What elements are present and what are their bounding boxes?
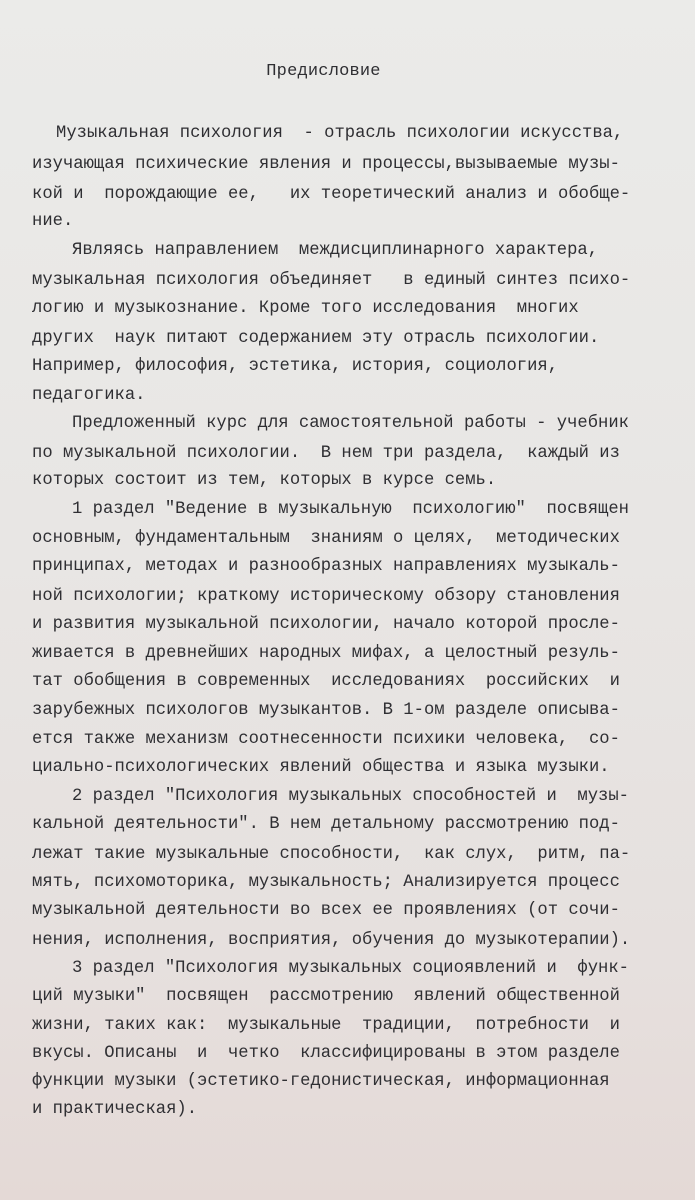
paragraph-4-line-4: ной психологии; краткому историческому обзору становления: [32, 587, 620, 606]
paragraph-5-line-2: кальной деятельности". В нем детальному рассмотрению под-: [32, 815, 620, 834]
paragraph-6-line-3: жизни, таких как: музыкальные традиции, потребности и: [32, 1016, 620, 1035]
paragraph-6-line-5: функции музыки (эстетико-гедонистическая, информационная: [32, 1072, 610, 1091]
paragraph-4-line-9: ется также механизм соотнесенности психики человека, со-: [32, 730, 620, 749]
paragraph-3-line-3: которых состоит из тем, которых в курсе семь.: [32, 471, 497, 490]
paragraph-4-line-8: зарубежных психологов музыкантов. В 1-ом разделе описыва-: [32, 701, 620, 720]
paragraph-2-line-2: музыкальная психология объединяет в единый синтез психо-: [32, 271, 631, 290]
paragraph-6-line-2: ций музыки" посвящен рассмотрению явлений общественной: [32, 987, 620, 1006]
paragraph-1-line-4: ние.: [32, 212, 74, 231]
paragraph-2-line-4: других наук питают содержанием эту отрасль психологии.: [32, 329, 600, 348]
paragraph-3-line-1: Предложенный курс для самостоятельной работы - учебник: [72, 414, 629, 433]
paragraph-6-line-1: 3 раздел "Психология музыкальных социоявлений и функ-: [72, 959, 629, 978]
paragraph-2-line-5: Например, философия, эстетика, история, социология,: [32, 357, 559, 376]
paragraph-4-line-1: 1 раздел "Ведение в музыкальную психологию" посвящен: [72, 500, 629, 519]
paragraph-6-line-6: и практическая).: [32, 1100, 198, 1119]
paragraph-5-line-5: музыкальной деятельности во всех ее проявлениях (от сочи-: [32, 901, 620, 920]
paragraph-1-line-2: изучающая психические явления и процессы,вызываемые музы-: [32, 155, 620, 174]
paragraph-4-line-3: принципах, методах и разнообразных направлениях музыкаль-: [32, 557, 620, 576]
paragraph-1-line-1: Музыкальная психология - отрасль психологии искусства,: [56, 124, 624, 143]
paragraph-4-line-6: живается в древнейших народных мифах, а целостный резуль-: [32, 644, 620, 663]
paragraph-4-line-2: основным, фундаментальным знаниям о целях, методических: [32, 529, 620, 548]
paragraph-4-line-7: тат обобщения в современных исследованиях российских и: [32, 672, 620, 691]
paragraph-1-line-3: кой и порождающие ее, их теоретический анализ и обобще-: [32, 185, 631, 204]
paragraph-5-line-4: мять, психомоторика, музыкальность; Анализируется процесс: [32, 873, 620, 892]
paragraph-3-line-2: по музыкальной психологии. В нем три раздела, каждый из: [32, 444, 620, 463]
paragraph-5-line-3: лежат такие музыкальные способности, как слух, ритм, па-: [32, 845, 631, 864]
paragraph-5-line-1: 2 раздел "Психология музыкальных способностей и музы-: [72, 787, 629, 806]
paragraph-2-line-1: Являясь направлением междисциплинарного характера,: [72, 241, 599, 260]
paragraph-2-line-6: педагогика.: [32, 386, 146, 405]
paragraph-5-line-6: нения, исполнения, восприятия, обучения до музыкотерапии).: [32, 931, 631, 950]
paragraph-4-line-10: циально-психологических явлений общества и языка музыки.: [32, 758, 610, 777]
paragraph-6-line-4: вкусы. Описаны и четко классифицированы в этом разделе: [32, 1044, 620, 1063]
paragraph-2-line-3: логию и музыкознание. Кроме того исследования многих: [32, 299, 579, 318]
page-title: Предисловие: [266, 62, 381, 81]
paragraph-4-line-5: и развития музыкальной психологии, начало которой просле-: [32, 615, 620, 634]
